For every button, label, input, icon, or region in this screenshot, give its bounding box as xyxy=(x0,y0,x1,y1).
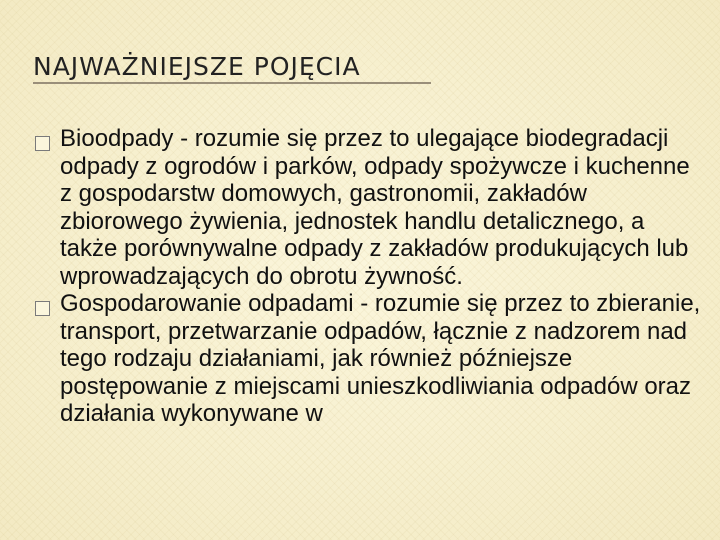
bullet-list xyxy=(35,125,705,428)
slide-title: NAJWAŻNIEJSZE POJĘCIA xyxy=(33,52,361,81)
title-underline xyxy=(33,82,431,84)
checkbox-bullet-icon xyxy=(35,136,50,151)
bullet-item-bioodpady xyxy=(35,125,705,290)
bullet-text: Gospodarowanie odpadami - rozumie się przez to zbieranie, transport, przetwarzanie odpadów, łącznie z nadzorem nad tego rodzaju działaniami, jak również późniejsze postępowanie z miejscami unieszkodliwiania odpadów oraz działania wykonywane w xyxy=(60,290,701,427)
bullet-item-gospodarowanie xyxy=(35,290,705,428)
bullet-text: Bioodpady - rozumie się przez to ulegające biodegradacji odpady z ogrodów i parków, odpady spożywcze i kuchenne z gospodarstw domowych, gastronomii, zakładów zbiorowego żywienia, jednostek handlu detalicznego, a także porównywalne odpady z zakładów produkujących lub wprowadzających do obrotu żywność. xyxy=(60,125,690,290)
checkbox-bullet-icon xyxy=(35,301,50,316)
